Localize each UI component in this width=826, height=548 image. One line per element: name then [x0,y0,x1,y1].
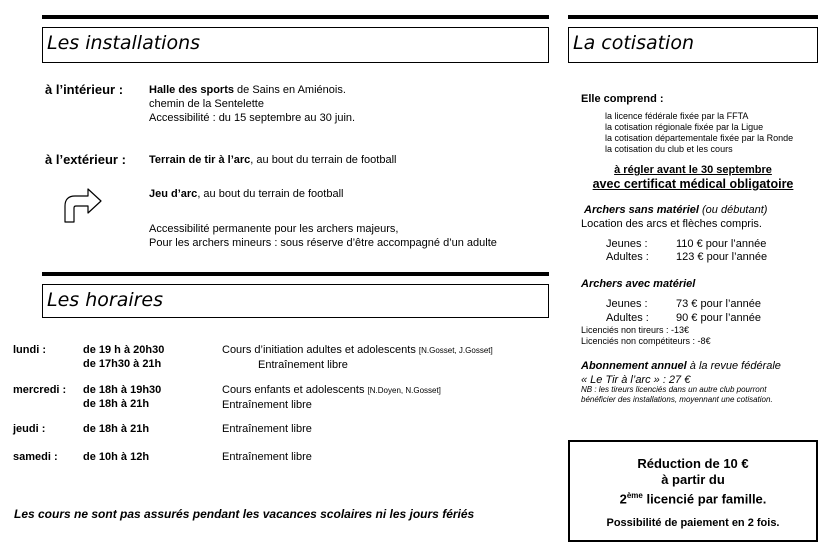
activity: Cours enfants et adolescents [222,384,365,396]
horaire-desc-samedi: Entraînement libre [222,451,312,463]
horaires-top-rule [42,272,549,276]
installations-header [42,27,549,63]
horaire-day-lundi: lundi : [13,344,46,356]
jeu-name: Jeu d’arc [149,188,198,200]
halle-name: Halle des sports [149,84,234,96]
instructors: [N.Gosset, J.Gosset] [418,346,493,355]
horaire-times-samedi: de 10h à 12h [83,451,150,463]
time-slot: de 19 h à 20h30 [83,344,165,356]
activity: Entraînement libre [258,359,348,371]
avec-materiel-jeunes-price: 73 € pour l’année [676,298,762,310]
regler-deadline: à régler avant le 30 septembre [614,164,772,176]
time-slot: de 18h à 19h30 [83,384,162,396]
access-majeurs: Accessibilité permanente pour les archers majeurs, [149,223,399,235]
horaire-times-lundi [83,343,164,371]
reduction-number: 2 [619,491,627,507]
time-slot: de 18h à 21h [83,398,150,410]
horaire-times-mercredi [83,383,161,411]
cotisation-top-rule [568,15,818,19]
sans-materiel-title-line [584,203,767,217]
reduction-from: à partir du [661,472,725,487]
sans-materiel-title: Archers sans matériel [584,204,699,216]
avec-materiel-reductions [581,325,711,347]
horaires-footer-note: Les cours ne sont pas assurés pendant les vacances scolaires ni les jours fériés [14,507,475,521]
nb-line: bénéficier des installations, moyennant une cotisation. [581,395,773,404]
reduction-amount: Réduction de 10 € [637,456,749,471]
terrain-name: Terrain de tir à l’arc [149,154,251,166]
avec-materiel-adultes-label: Adultes : [606,312,649,324]
paiement-note: Possibilité de paiement en 2 fois. [606,517,780,530]
sans-materiel-location: Location des arcs et flèches compris. [581,218,762,230]
terrain-line [149,153,396,167]
horaires-header [42,284,549,318]
regler-block [568,163,818,192]
instructors: [N.Doyen, N.Gosset] [367,386,441,395]
reduction-ordinal: ème [626,491,643,500]
non-tireurs: Licenciés non tireurs : -13€ [581,325,690,335]
abonnement-line [581,359,781,373]
abonnement-rest: à la revue fédérale [686,360,781,372]
terrain-rest: , au bout du terrain de football [250,154,397,166]
installations-top-rule [42,15,549,19]
nb-line: NB : les tireurs licenciés dans un autre club pourront [581,385,767,394]
exterieur-label: à l’extérieur : [45,152,126,167]
reduction-box [568,440,818,542]
sans-materiel-adultes-price: 123 € pour l’année [676,251,768,263]
reduction-text: licencié par famille. [642,491,767,507]
list-item: la cotisation du club et les cours [605,144,733,154]
avec-materiel-adultes-price: 90 € pour l’année [676,312,762,324]
activity: Entraînement libre [222,399,312,411]
sans-materiel-jeunes-label: Jeunes : [606,238,648,250]
cotisation-title: La cotisation [573,32,695,54]
sans-materiel-jeunes-price: 110 € pour l’année [676,238,767,250]
list-item: la licence fédérale fixée par la FFTA [605,111,749,121]
comprend-label: Elle comprend : [581,93,664,105]
halle-street: chemin de la Sentelette [149,98,264,110]
activity: Cours d’initiation adultes et adolescents [222,344,416,356]
reduction-famille [570,488,816,507]
interieur-details [149,83,355,125]
avec-materiel-title: Archers avec matériel [581,278,696,290]
sans-materiel-subtitle: (ou débutant) [698,204,768,216]
horaire-desc-lundi [222,343,493,372]
halle-access: Accessibilité : du 15 septembre au 30 juin. [149,112,356,124]
horaire-day-mercredi: mercredi : [13,384,67,396]
non-competiteurs: Licenciés non compétiteurs : -8€ [581,336,711,346]
halle-location: de Sains en Amiénois. [233,84,346,96]
horaire-desc-jeudi: Entraînement libre [222,423,312,435]
turn-right-arrow-icon [62,184,104,224]
jeu-line [149,187,343,201]
horaire-desc-mercredi [222,383,441,412]
sans-materiel-adultes-label: Adultes : [606,251,649,263]
horaire-day-jeudi: jeudi : [13,423,46,435]
abonnement-title: Abonnement annuel [581,360,687,372]
avec-materiel-jeunes-label: Jeunes : [606,298,648,310]
jeu-rest: , au bout du terrain de football [197,188,344,200]
certificat-medical: avec certificat médical obligatoire [592,177,794,191]
interieur-label: à l’intérieur : [45,82,124,97]
abonnement-revue: « Le Tir à l’arc » : 27 € [581,374,691,386]
list-item: la cotisation départementale fixée par la Ronde [605,133,794,143]
list-item: la cotisation régionale fixée par la Ligue [605,122,764,132]
exterieur-access [149,222,497,250]
time-slot: de 17h30 à 21h [83,358,162,370]
abonnement-nb [581,385,773,405]
horaire-times-jeudi: de 18h à 21h [83,423,150,435]
access-mineurs: Pour les archers mineurs : sous réserve d’être accompagné d’un adulte [149,237,497,249]
installations-title: Les installations [47,32,201,54]
horaire-day-samedi: samedi : [13,451,58,463]
comprend-list [605,111,793,155]
cotisation-header [568,27,818,63]
horaires-title: Les horaires [47,289,164,311]
